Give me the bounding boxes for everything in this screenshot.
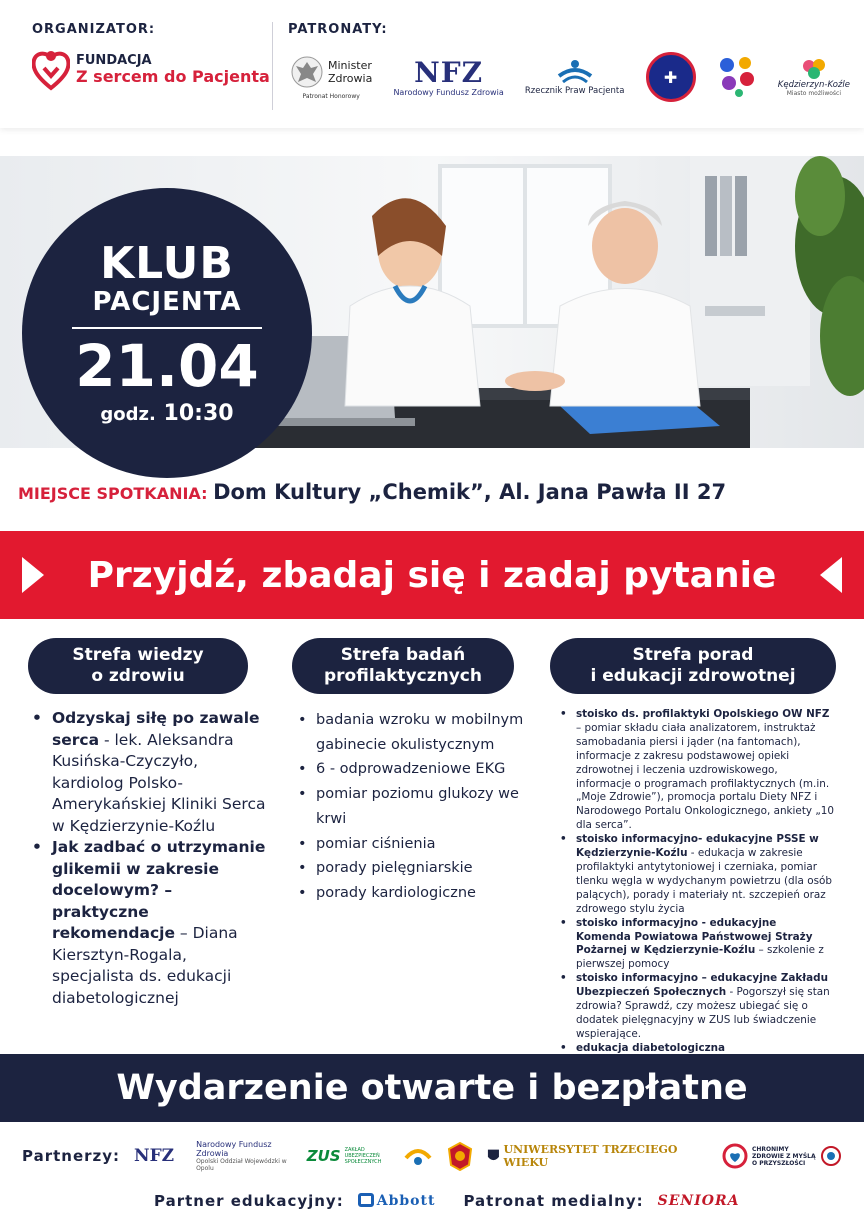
fire-brigade-icon (447, 1141, 473, 1171)
free-event-banner (0, 1054, 864, 1122)
abbott-mark-icon (358, 1193, 374, 1207)
event-date: 21.04 (75, 331, 259, 400)
list-item: • pomiar poziomu glukozy we krwi (296, 782, 526, 831)
knowledge-list (30, 708, 270, 1009)
place-value: Dom Kultury „Chemik”, Al. Jana Pawła II 27 (213, 480, 727, 504)
rpp-logo (525, 58, 625, 96)
list-item: • pomiar ciśnienia (296, 832, 526, 857)
seal-icon (820, 1145, 842, 1167)
sanepid-logo (646, 52, 696, 102)
triangle-left-icon (820, 557, 842, 593)
partner-chronimy-logo (722, 1143, 842, 1169)
partner-nfz-logo (134, 1140, 293, 1172)
list-item (558, 708, 834, 833)
rpp-icon (555, 58, 595, 86)
partner-nfz-mark: NFZ (134, 1146, 175, 1166)
kk-city-icon (801, 58, 827, 80)
list-item (558, 917, 834, 973)
organizer-title: ORGANIZATOR: (32, 22, 156, 37)
patrons-logos (290, 42, 850, 112)
item-title: Odzyskaj siłę po zawale serca (52, 709, 260, 749)
partner-fire-brigade-logo (447, 1141, 473, 1171)
rpp-text: Rzecznik Praw Pacjenta (524, 86, 625, 96)
item-desc: - lek. Aleksandra Kusińska-Czyczyło, kardiolog Polsko-Amerykańskiej Kliniki Serca w Kędzierzynie-Koźlu (52, 730, 266, 835)
patrons-title: PATRONATY: (288, 22, 388, 37)
organizer-name-line2: Z sercem do Pacjenta (76, 67, 270, 86)
abbott-logo (358, 1193, 436, 1209)
partner-nfz-sub2: Opolski Oddział Wojewódzki w Opolu (196, 1158, 287, 1172)
cta-banner (0, 531, 864, 619)
header (0, 0, 864, 128)
item-desc: – Diana Kiersztyn-Rogala, specjalista ds. edukacji diabetologicznej (52, 924, 238, 1007)
item-desc: - Pogorszył się stan zdrowia? Sprawdź, czy możesz ubiegać się o dodatek pielęgnacyjny w ZUS lub świadczenie wspierające. (576, 986, 830, 1040)
kk-city-logo (778, 58, 850, 97)
zone-knowledge (28, 638, 248, 694)
kk-text: Kędzierzyn-Koźle (777, 79, 850, 90)
kk-symbol-logo (717, 55, 757, 99)
exams-list (296, 708, 526, 906)
zone-knowledge-line2: o zdrowiu (91, 666, 185, 686)
partner-chronimy-text: CHRONIMY ZDROWIE Z MYŚLĄ O PRZYSZŁOŚCI (752, 1145, 816, 1167)
heart-icon (32, 48, 70, 92)
wela-klinik-icon (403, 1144, 433, 1168)
place-label: MIEJSCE SPOTKANIA: (18, 484, 208, 503)
zone-advice-line1: Strefa porad (632, 645, 754, 665)
time-label: godz. (100, 403, 156, 425)
list-item: • badania wzroku w mobilnym gabinecie okulistycznym (296, 708, 526, 757)
zone-advice-line2: i edukacji zdrowotnej (590, 666, 796, 686)
minister-line1: Minister (328, 59, 372, 72)
advice-list (558, 708, 834, 1056)
event-badge (22, 188, 312, 478)
nfz-mark: NFZ (414, 55, 484, 89)
cta-text: Przyjdź, zbadaj się i zadaj pytanie (87, 554, 777, 596)
partner-utw-text: UNIWERSYTET TRZECIEGO WIEKU (503, 1143, 678, 1169)
edu-partner-row (154, 1188, 739, 1214)
zone-advice (550, 638, 836, 694)
partner-utw-logo (487, 1143, 708, 1169)
meeting-place (18, 480, 848, 504)
free-event-text: Wydarzenie otwarte i bezpłatne (116, 1068, 748, 1108)
badge-pacjenta: PACJENTA (92, 286, 242, 317)
sanepid-badge-icon: ✚ (646, 52, 696, 102)
zone-knowledge-line1: Strefa wiedzy (72, 645, 204, 665)
list-item (558, 972, 834, 1042)
kk-symbol-icon (717, 55, 757, 99)
utw-crest-icon (487, 1148, 500, 1164)
zone-exams-line1: Strefa badań (340, 645, 466, 665)
item-title: stoisko informacyjno – edukacyjne Zakładu Ubezpieczeń Społecznych (576, 972, 828, 999)
header-divider (272, 22, 273, 110)
item-desc: – szkolenie z pierwszej pomocy (576, 944, 824, 971)
badge-divider (72, 327, 262, 329)
zone-exams-line2: profilaktycznych (324, 666, 482, 686)
item-desc: – pomiar składu ciała analizatorem, instruktaż samobadania piersi i jąder (na fantomach), informacje z zakresu podstawowej opieki zdrowotnej i leczenia uzdrowiskowego, informacje o programach profilaktycznych (m.in. „Moje Zdrowie”), promocja portalu Diety NFZ i Narodowego Portalu Onkologicznego, ankiety „10 dla serca”. (576, 721, 834, 832)
list-item (30, 837, 270, 1009)
event-time (100, 401, 233, 426)
partner-nfz-sub1: Narodowy Fundusz Zdrowia (196, 1140, 272, 1158)
item-title: stoisko informacyjno- edukacyjne PSSE w Kędzierzynie-Koźlu (576, 833, 819, 860)
item-title: Jak zadbać o utrzymanie glikemii w zakresie docelowym? – praktyczne rekomendacje (52, 838, 266, 942)
badge-klub: KLUB (100, 237, 234, 289)
item-desc: - edukacja w zakresie profilaktyki antytytoniowej i czerniaka, pomiar tlenku węgla w wydychanym powietrzu (dla osób palących), porady i materiały nt. szczepień oraz zdrowego stylu życia (576, 847, 832, 915)
list-item: • porady pielęgniarskie (296, 856, 526, 881)
time-value: 10:30 (163, 400, 234, 426)
minister-line2: Zdrowia (328, 72, 373, 85)
partner-zus-sub: ZAKŁAD UBEZPIECZEŃ SPOŁECZNYCH (344, 1147, 382, 1165)
edu-partner-label: Partner edukacyjny: (154, 1192, 344, 1210)
zone-exams (292, 638, 514, 694)
partner-welaklinik-logo (403, 1144, 433, 1168)
nfz-sub: Narodowy Fundusz Zdrowia (393, 87, 504, 97)
eagle-icon (290, 54, 324, 90)
seniora-logo: SENIORA (657, 1193, 740, 1209)
list-item: • porady kardiologiczne (296, 881, 526, 906)
list-item (558, 833, 834, 916)
list-item (30, 708, 270, 837)
item-title: stoisko ds. profilaktyki Opolskiego OW NFZ (576, 708, 830, 720)
triangle-right-icon (22, 557, 44, 593)
kk-sub: Miasto możliwości (786, 89, 841, 97)
abbott-text: Abbott (376, 1193, 436, 1209)
minister-logo (290, 54, 372, 100)
partners-label: Partnerzy: (22, 1147, 121, 1165)
item-title: stoisko informacyjno - edukacyjne Komenda Powiatowa Państwowej Straży Pożarnej w Kędzierzynie-Koźlu (576, 916, 813, 957)
partner-zus-logo (307, 1147, 389, 1165)
minister-sub: Patronat Honorowy (302, 93, 360, 100)
nfz-logo (393, 55, 504, 97)
heart-badge-icon (722, 1143, 748, 1169)
partners-row (22, 1138, 842, 1174)
media-partner-label: Patronat medialny: (463, 1192, 644, 1210)
item-title: edukacja diabetologiczna (576, 1041, 726, 1054)
partner-zus-mark: ZUS (306, 1147, 341, 1165)
list-item: • 6 - odprowadzeniowe EKG (296, 757, 526, 782)
organizer-logo (32, 48, 270, 92)
organizer-name-line1: FUNDACJA (76, 53, 152, 68)
